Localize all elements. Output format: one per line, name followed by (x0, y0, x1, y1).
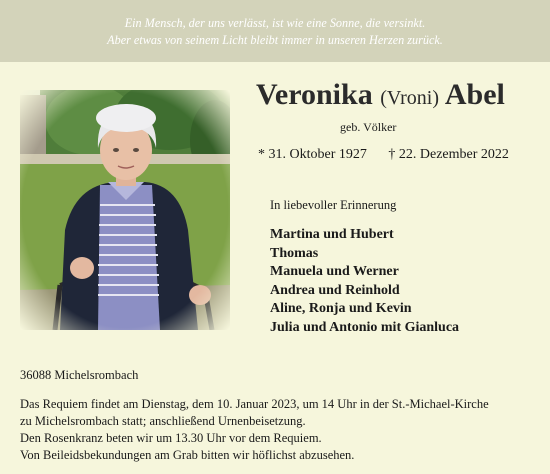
deceased-name (256, 78, 546, 112)
life-dates (258, 147, 509, 163)
first-name: Veronika (256, 78, 373, 111)
service-notice (20, 396, 540, 464)
notice-line: Von Beileidsbekundungen am Grab bitten wir höflichst abzusehen. (20, 448, 355, 462)
mourner-name: Martina und Hubert (270, 227, 394, 242)
memory-intro: In liebevoller Erinnerung (270, 198, 397, 212)
quote-line-1: Ein Mensch, der uns verlässt, ist wie eine Sonne, die versinkt. (124, 16, 426, 30)
birth-date: * 31. Oktober 1927 (258, 147, 367, 162)
notice-line: zu Michelsrombach statt; anschließend Urnenbeisetzung. (20, 414, 306, 428)
quote-line-2: Aber etwas von seinem Licht bleibt immer in unseren Herzen zurück. (107, 33, 443, 47)
notice-line: Den Rosenkranz beten wir um 13.30 Uhr vor dem Requiem. (20, 431, 322, 445)
mourner-name: Aline, Ronja und Kevin (270, 301, 412, 317)
place: 36088 Michelsrombach (20, 368, 139, 382)
mourner-name: Julia und Antonio mit Gianluca (270, 319, 460, 335)
mourner-list (270, 226, 459, 338)
mourner-name: Thomas (270, 245, 319, 261)
mourner-name: Andrea und Reinhold (270, 282, 400, 298)
maiden-name: geb. Völker (340, 120, 397, 134)
notice-line: Das Requiem findet am Dienstag, dem 10. Januar 2023, um 14 Uhr in der St.-Michael-Kirche (20, 397, 489, 411)
portrait-photo (20, 90, 230, 330)
last-name: Abel (444, 78, 505, 111)
quote-band (0, 0, 550, 62)
death-date: † 22. Dezember 2022 (388, 147, 509, 162)
mourner-name: Manuela und Werner (270, 264, 399, 280)
nickname: (Vroni) (380, 87, 439, 109)
